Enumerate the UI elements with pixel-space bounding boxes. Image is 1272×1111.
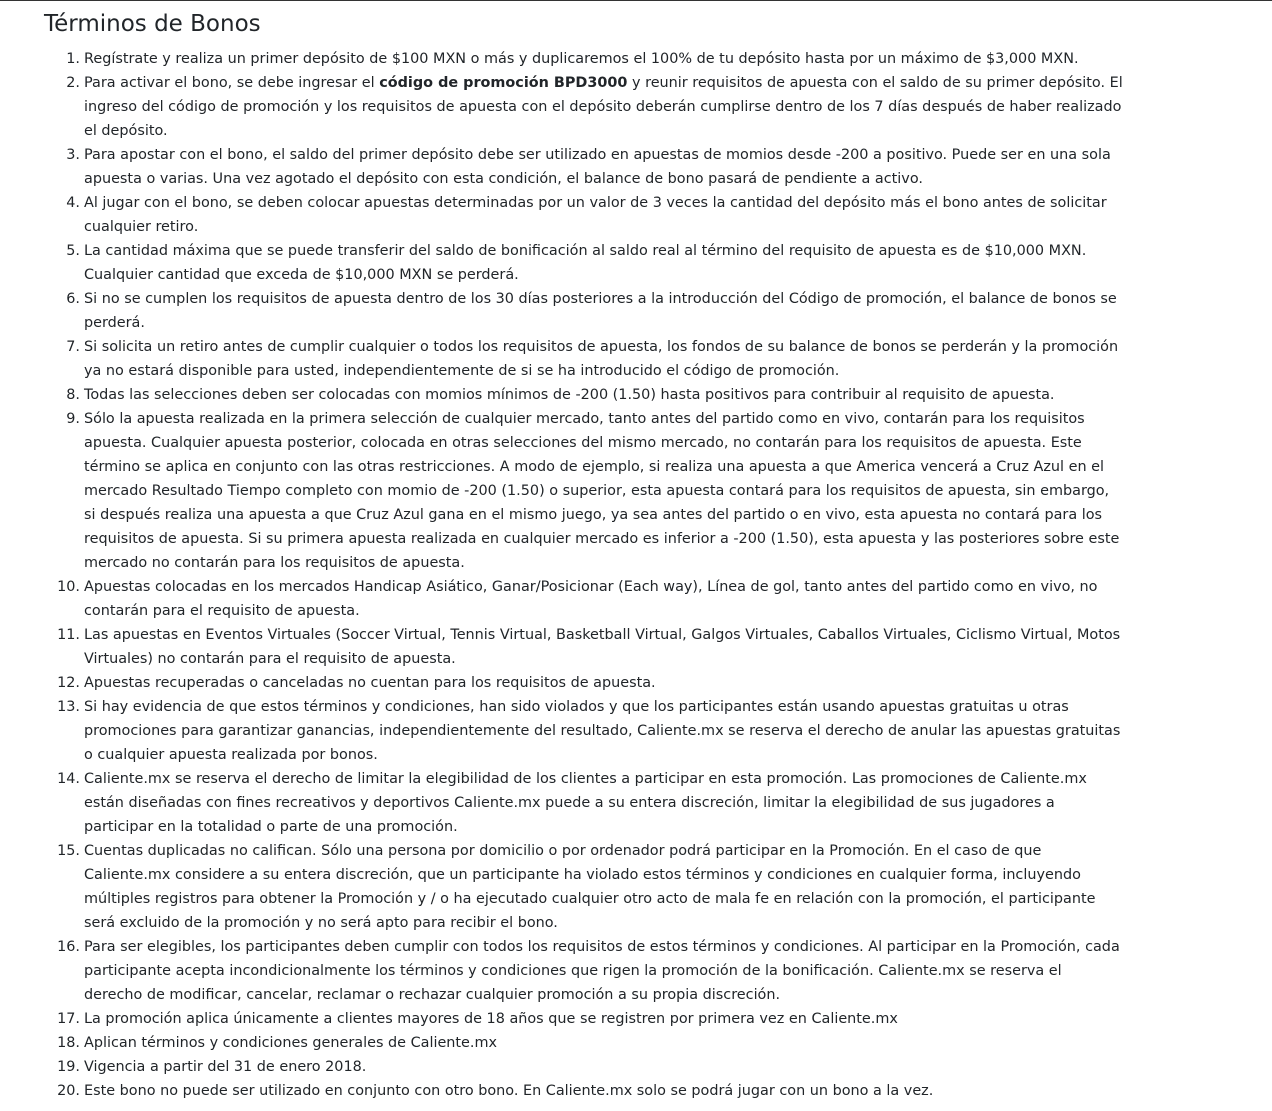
term-text: La cantidad máxima que se puede transferir del saldo de bonificación al saldo real al término del requisito de apuesta es de $10,000 MXN. Cualquier cantidad que exceda de $10,000 MXN se perderá. bbox=[84, 243, 1087, 283]
term-item bbox=[57, 575, 1124, 623]
term-number: 4. bbox=[66, 195, 80, 211]
term-number: 16. bbox=[57, 939, 80, 955]
page-title: Términos de Bonos bbox=[44, 11, 261, 37]
promo-code: código de promoción BPD3000 bbox=[379, 75, 628, 91]
term-text: Las apuestas en Eventos Virtuales (Soccer Virtual, Tennis Virtual, Basketball Virtual, Galgos Virtuales, Caballos Virtuales, Ciclismo Virtual, Motos Virtuales) no contarán para el requisito de apuesta. bbox=[84, 627, 1121, 667]
term-text-after: y reunir requisitos de apuesta con el saldo de su primer depósito. El ingreso del código de promoción y los requisitos de apuesta con el depósito deberán cumplirse dentro de los 7 días después de haber realizado el depósito. bbox=[84, 75, 1123, 139]
term-item bbox=[66, 47, 1124, 71]
term-text: La promoción aplica únicamente a clientes mayores de 18 años que se registren por primera vez en Caliente.mx bbox=[84, 1011, 898, 1027]
term-text: Al jugar con el bono, se deben colocar apuestas determinadas por un valor de 3 veces la cantidad del depósito más el bono antes de solicitar cualquier retiro. bbox=[84, 195, 1107, 235]
term-text: Apuestas recuperadas o canceladas no cuentan para los requisitos de apuesta. bbox=[84, 675, 656, 691]
term-text: Regístrate y realiza un primer depósito de $100 MXN o más y duplicaremos el 100% de tu depósito hasta por un máximo de $3,000 MXN. bbox=[84, 51, 1079, 67]
term-number: 2. bbox=[66, 75, 80, 91]
term-text: Para apostar con el bono, el saldo del primer depósito debe ser utilizado en apuestas de momios desde -200 a positivo. Puede ser en una sola apuesta o varias. Una vez agotado el depósito con esta condición, el balance de bono pasará de pendiente a activo. bbox=[84, 147, 1111, 187]
term-number: 3. bbox=[66, 147, 80, 163]
term-number: 19. bbox=[57, 1059, 80, 1075]
term-item bbox=[57, 671, 1124, 695]
term-item bbox=[66, 383, 1124, 407]
term-number: 12. bbox=[57, 675, 80, 691]
term-text: Cuentas duplicadas no califican. Sólo una persona por domicilio o por ordenador podrá participar en la Promoción. En el caso de que Caliente.mx considere a su entera discreción, que un participante ha violado estos términos y condiciones en cualquier forma, incluyendo múltiples registros para obtener la Promoción y / o ha ejecutado cualquier otro acto de mala fe en relación con la promoción, el participante será excluido de la promoción y no será apto para recibir el bono. bbox=[84, 843, 1096, 931]
term-text: Si no se cumplen los requisitos de apuesta dentro de los 30 días posteriores a la introducción del Código de promoción, el balance de bonos se perderá. bbox=[84, 291, 1117, 331]
term-item bbox=[66, 71, 1124, 143]
term-item bbox=[57, 1055, 1124, 1079]
term-item bbox=[57, 1031, 1124, 1055]
term-number: 11. bbox=[57, 627, 80, 643]
term-number: 14. bbox=[57, 771, 80, 787]
term-item bbox=[66, 335, 1124, 383]
term-text: Sólo la apuesta realizada en la primera selección de cualquier mercado, tanto antes del partido como en vivo, contarán para los requisitos apuesta. Cualquier apuesta posterior, colocada en otras selecciones del mismo mercado, no contarán para los requisitos de apuesta. Este término se aplica en conjunto con las otras restricciones. A modo de ejemplo, si realiza una apuesta a que America vencerá a Cruz Azul en el mercado Resultado Tiempo completo con momio de -200 (1.50) o superior, esta apuesta contará para los requisitos de apuesta, sin embargo, si después realiza una apuesta a que Cruz Azul gana en el mismo juego, ya sea antes del partido o en vivo, esta apuesta no contará para los requisitos de apuesta. Si su primera apuesta realizada en cualquier mercado es inferior a -200 (1.50), esta apuesta y las posteriores sobre este mercado no contarán para los requisitos de apuesta. bbox=[84, 411, 1120, 571]
term-item bbox=[57, 695, 1124, 767]
term-item bbox=[66, 191, 1124, 239]
term-text: Vigencia a partir del 31 de enero 2018. bbox=[84, 1059, 367, 1075]
term-number: 9. bbox=[66, 411, 80, 427]
term-text: Este bono no puede ser utilizado en conjunto con otro bono. En Caliente.mx solo se podrá jugar con un bono a la vez. bbox=[84, 1083, 934, 1099]
term-number: 1. bbox=[66, 51, 80, 67]
top-divider bbox=[0, 0, 1272, 1]
term-number: 15. bbox=[57, 843, 80, 859]
term-item bbox=[66, 407, 1124, 575]
term-text-before: Para activar el bono, se debe ingresar el bbox=[84, 75, 380, 91]
term-number: 7. bbox=[66, 339, 80, 355]
term-text: Si hay evidencia de que estos términos y condiciones, han sido violados y que los participantes están usando apuestas gratuitas u otras promociones para garantizar ganancias, independientemente del resultado, Caliente.mx se reserva el derecho de anular las apuestas gratuitas o cualquier apuesta realizada por bonos. bbox=[84, 699, 1121, 763]
term-item bbox=[57, 1079, 1124, 1103]
term-number: 8. bbox=[66, 387, 80, 403]
term-text: Todas las selecciones deben ser colocadas con momios mínimos de -200 (1.50) hasta positivos para contribuir al requisito de apuesta. bbox=[84, 387, 1055, 403]
term-item bbox=[66, 239, 1124, 287]
term-item bbox=[57, 839, 1124, 935]
term-text: Para ser elegibles, los participantes deben cumplir con todos los requisitos de estos términos y condiciones. Al participar en la Promoción, cada participante acepta incondicionalmente los términos y condiciones que rigen la promoción de la bonificación. Caliente.mx se reserva el derecho de modificar, cancelar, reclamar o rechazar cualquier promoción a su propia discreción. bbox=[84, 939, 1120, 1003]
term-number: 10. bbox=[57, 579, 80, 595]
term-number: 6. bbox=[66, 291, 80, 307]
term-item bbox=[57, 767, 1124, 839]
term-item bbox=[66, 287, 1124, 335]
term-number: 20. bbox=[57, 1083, 80, 1099]
term-text: Aplican términos y condiciones generales de Caliente.mx bbox=[84, 1035, 498, 1051]
term-item bbox=[66, 143, 1124, 191]
term-number: 5. bbox=[66, 243, 80, 259]
term-text: Apuestas colocadas en los mercados Handicap Asiático, Ganar/Posicionar (Each way), Línea de gol, tanto antes del partido como en vivo, no contarán para el requisito de apuesta. bbox=[84, 579, 1098, 619]
term-item bbox=[57, 623, 1124, 671]
term-item bbox=[57, 1007, 1124, 1031]
term-text: Caliente.mx se reserva el derecho de limitar la elegibilidad de los clientes a participar en esta promoción. Las promociones de Caliente.mx están diseñadas con fines recreativos y deportivos Caliente.mx puede a su entera discreción, limitar la elegibilidad de sus jugadores a participar en la totalidad o parte de una promoción. bbox=[84, 771, 1087, 835]
term-number: 17. bbox=[57, 1011, 80, 1027]
term-item bbox=[57, 935, 1124, 1007]
term-text: Si solicita un retiro antes de cumplir cualquier o todos los requisitos de apuesta, los fondos de su balance de bonos se perderán y la promoción ya no estará disponible para usted, independientemente de si se ha introducido el código de promoción. bbox=[84, 339, 1119, 379]
term-number: 13. bbox=[57, 699, 80, 715]
term-number: 18. bbox=[57, 1035, 80, 1051]
terms-list bbox=[57, 47, 1124, 1103]
